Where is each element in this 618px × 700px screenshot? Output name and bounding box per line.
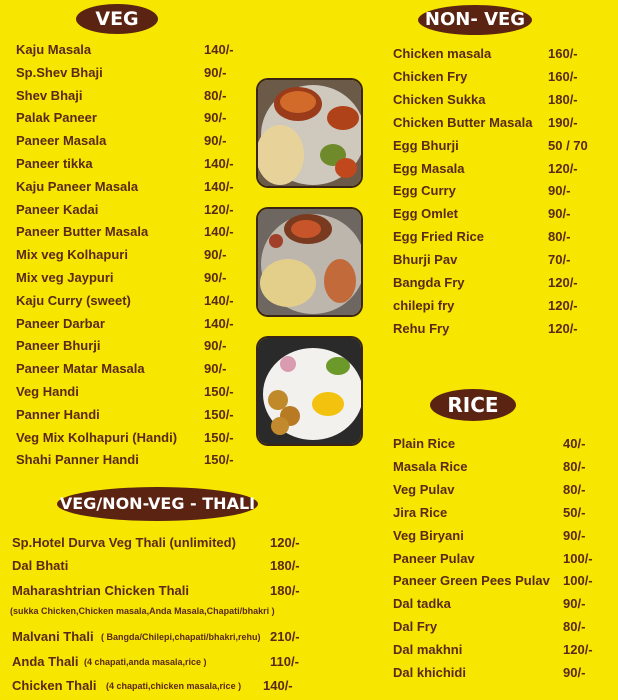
menu-item-name: Chicken Fry bbox=[393, 68, 468, 84]
menu-item-price: 90/- bbox=[204, 247, 227, 263]
thali-item-note: (4 chapati,chicken masala,rice ) bbox=[106, 681, 242, 691]
thali-item-note: (4 chapati,anda masala,rice ) bbox=[84, 657, 207, 667]
menu-item-price: 80/- bbox=[204, 87, 227, 103]
thali-item-price: 180/- bbox=[270, 583, 300, 598]
menu-item-name: Egg Curry bbox=[393, 183, 456, 199]
menu-item-name: Paneer Masala bbox=[16, 133, 107, 149]
menu-item-price: 50 / 70 bbox=[548, 137, 588, 153]
menu-item-name: Paneer tikka bbox=[16, 156, 93, 171]
menu-item-price: 90/- bbox=[204, 270, 227, 285]
menu-item-name: Paneer Matar Masala bbox=[16, 361, 145, 377]
menu-item-price: 90/- bbox=[548, 183, 571, 199]
menu-item-price: 140/- bbox=[204, 292, 234, 308]
menu-item-price: 140/- bbox=[204, 42, 234, 57]
menu-item-price: 150/- bbox=[204, 452, 234, 468]
menu-item-price: 90/- bbox=[204, 338, 227, 354]
menu-item-name: Paneer Darbar bbox=[16, 315, 105, 331]
thali-item-name: Dal Bhati bbox=[12, 558, 69, 573]
menu-item-price: 90/- bbox=[563, 596, 586, 612]
menu-item-name: Egg Bhurji bbox=[393, 137, 459, 153]
menu-item-name: Rehu Fry bbox=[393, 320, 450, 336]
menu-item-name: Jira Rice bbox=[393, 504, 448, 520]
menu-item-price: 80/- bbox=[563, 481, 586, 497]
menu-item-price: 100/- bbox=[563, 573, 593, 589]
thali-item-price: 110/- bbox=[270, 654, 299, 669]
menu-item-name: Dal Fry bbox=[393, 619, 438, 635]
menu-item-price: 160/- bbox=[548, 68, 578, 84]
menu-item-price: 160/- bbox=[548, 46, 578, 61]
thali-item-price: 140/- bbox=[263, 678, 293, 693]
menu-item-name: Mix veg Kolhapuri bbox=[16, 247, 128, 263]
menu-item-name: Veg Mix Kolhapuri (Handi) bbox=[16, 429, 178, 445]
menu-item-name: Dal tadka bbox=[393, 596, 451, 612]
menu-item-price: 100/- bbox=[563, 550, 593, 566]
menu-item-name: Chicken Butter Masala bbox=[393, 114, 533, 130]
menu-item-price: 120/- bbox=[563, 642, 593, 658]
menu-item-price: 150/- bbox=[204, 406, 234, 422]
veg-heading: VEG bbox=[76, 4, 158, 34]
menu-item-price: 190/- bbox=[548, 114, 578, 130]
menu-item-price: 40/- bbox=[563, 436, 586, 451]
menu-item-price: 180/- bbox=[548, 91, 578, 107]
menu-item-price: 70/- bbox=[548, 252, 571, 268]
food-photo-curry bbox=[258, 80, 361, 186]
menu-item-name: Kaju Masala bbox=[16, 42, 92, 57]
menu-item-name: Masala Rice bbox=[393, 458, 468, 474]
menu-item-name: Shev Bhaji bbox=[16, 87, 83, 103]
thali-item-price: 180/- bbox=[270, 558, 300, 573]
menu-item-price: 140/- bbox=[204, 224, 234, 240]
menu-item-price: 120/- bbox=[548, 275, 578, 290]
menu-item-price: 120/- bbox=[548, 320, 578, 336]
menu-item-name: Egg Omlet bbox=[393, 206, 459, 222]
menu-item-name: Shahi Panner Handi bbox=[16, 452, 139, 468]
thali-item-price: 120/- bbox=[270, 535, 300, 550]
menu-item-name: Dal makhni bbox=[393, 642, 463, 658]
food-photo-bhaji bbox=[258, 338, 361, 444]
menu-item-price: 90/- bbox=[204, 361, 227, 377]
menu-item-price: 90/- bbox=[204, 133, 227, 149]
menu-item-name: Sp.Shev Bhaji bbox=[16, 64, 103, 80]
menu-item-name: Plain Rice bbox=[393, 436, 456, 451]
menu-item-name: Paneer Pulav bbox=[393, 550, 475, 566]
menu-item-price: 50/- bbox=[563, 504, 586, 520]
thali-item-name: Chicken Thali bbox=[12, 678, 97, 693]
menu-item-price: 140/- bbox=[204, 178, 234, 194]
thali-note: (sukka Chicken,Chicken masala,Anda Masala,Chapati/bhakri ) bbox=[10, 606, 275, 616]
menu-item-price: 90/- bbox=[204, 64, 227, 80]
menu-item-name: Panner Handi bbox=[16, 406, 100, 422]
menu-item-name: Egg Masala bbox=[393, 160, 465, 176]
menu-item-name: Veg Handi bbox=[16, 384, 79, 399]
menu-item-price: 150/- bbox=[204, 429, 234, 445]
menu-item-name: Chicken Sukka bbox=[393, 91, 486, 107]
menu-item-price: 120/- bbox=[548, 160, 578, 176]
menu-item-price: 80/- bbox=[563, 458, 586, 474]
nonveg-heading: NON- VEG bbox=[418, 5, 532, 35]
thali-item-name: Maharashtrian Chicken Thali bbox=[12, 583, 189, 598]
menu-item-name: Palak Paneer bbox=[16, 110, 97, 126]
menu-item-price: 120/- bbox=[548, 297, 578, 313]
menu-item-name: Bangda Fry bbox=[393, 275, 465, 290]
menu-item-name: Paneer Bhurji bbox=[16, 338, 101, 354]
menu-item-name: Egg Fried Rice bbox=[393, 229, 485, 245]
menu-item-price: 90/- bbox=[563, 527, 586, 543]
menu-item-name: Mix veg Jaypuri bbox=[16, 270, 114, 285]
menu-item-name: Paneer Butter Masala bbox=[16, 224, 149, 240]
menu-item-price: 80/- bbox=[548, 229, 571, 245]
menu-item-name: Kaju Curry (sweet) bbox=[16, 292, 131, 308]
menu-item-price: 150/- bbox=[204, 384, 234, 399]
rice-heading: RICE bbox=[430, 389, 516, 421]
menu-item-price: 140/- bbox=[204, 315, 234, 331]
thali-item-name: Anda Thali bbox=[12, 654, 79, 669]
thali-heading: VEG/NON-VEG - THALI bbox=[57, 487, 258, 521]
thali-item-note: ( Bangda/Chilepi,chapati/bhakri,rehu) bbox=[101, 632, 261, 642]
menu-item-name: Kaju Paneer Masala bbox=[16, 178, 139, 194]
menu-item-name: Paneer Green Pees Pulav bbox=[393, 573, 550, 589]
menu-item-name: Chicken masala bbox=[393, 46, 492, 61]
thali-item-name: Sp.Hotel Durva Veg Thali (unlimited) bbox=[12, 535, 236, 550]
menu-item-price: 90/- bbox=[563, 665, 586, 680]
thali-item-name: Malvani Thali bbox=[12, 629, 94, 644]
menu-item-name: Veg Pulav bbox=[393, 481, 455, 497]
menu-item-name: chilepi fry bbox=[393, 297, 455, 313]
menu-item-name: Veg Biryani bbox=[393, 527, 464, 543]
menu-item-price: 140/- bbox=[204, 156, 234, 171]
menu-item-price: 120/- bbox=[204, 201, 234, 217]
menu-item-price: 90/- bbox=[548, 206, 571, 222]
menu-item-name: Paneer Kadai bbox=[16, 201, 99, 217]
menu-item-name: Bhurji Pav bbox=[393, 252, 458, 268]
thali-item-price: 210/- bbox=[270, 629, 300, 644]
menu-item-price: 80/- bbox=[563, 619, 586, 635]
food-photo-thali bbox=[258, 209, 361, 315]
menu-item-price: 90/- bbox=[204, 110, 227, 126]
menu-item-name: Dal khichidi bbox=[393, 665, 466, 680]
